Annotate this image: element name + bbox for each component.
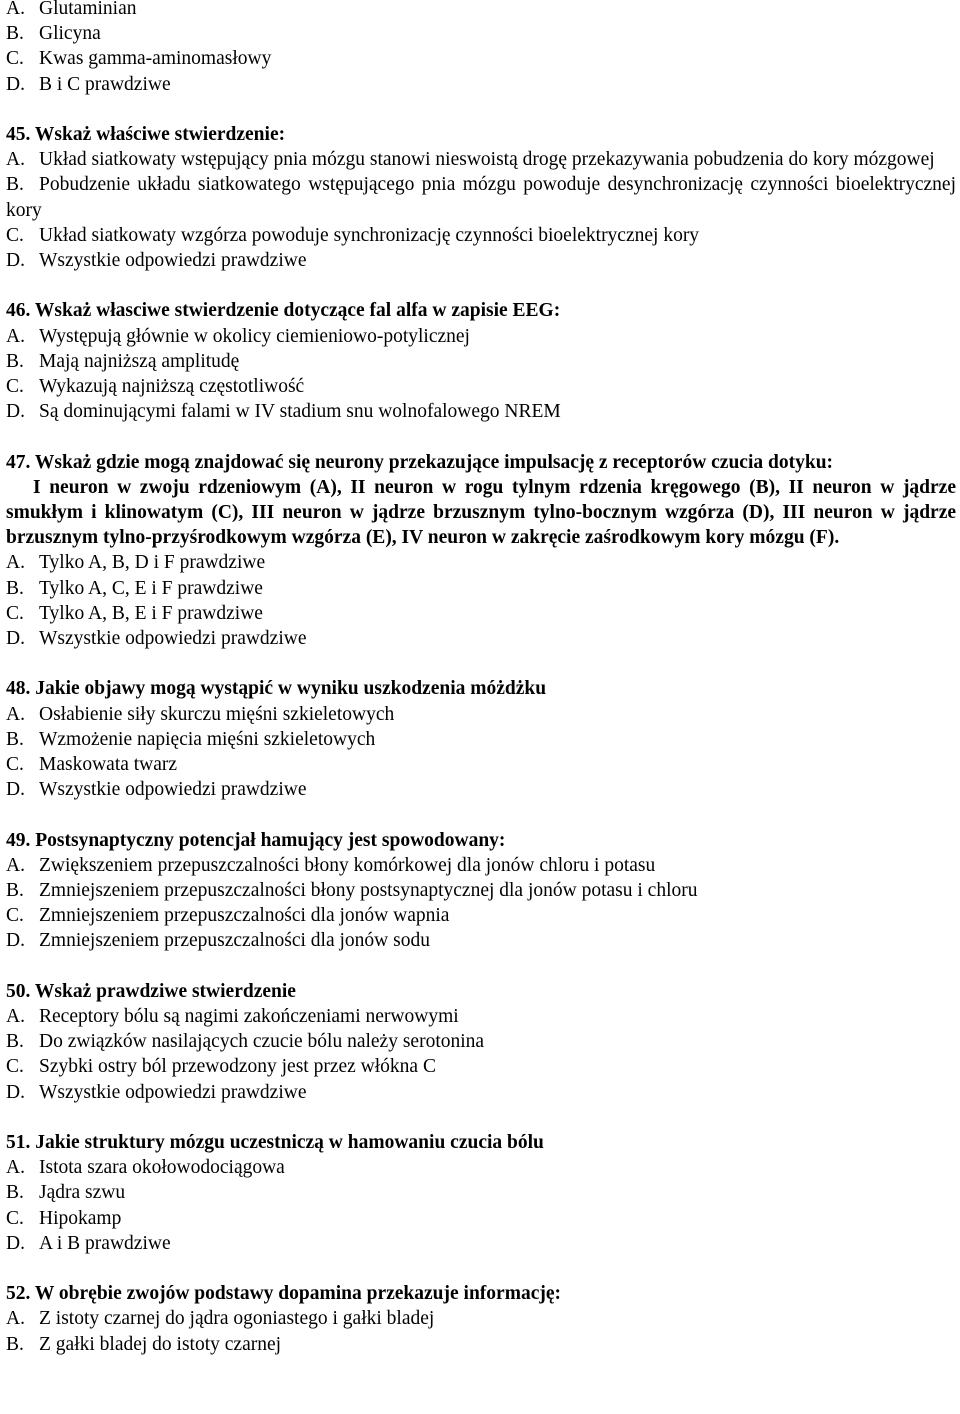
option-d: D. A i B prawdziwe	[6, 1232, 171, 1254]
question-48	[6, 676, 956, 802]
question-title: 48. Jakie objawy mogą wystąpić w wyniku uszkodzenia móżdżku	[6, 678, 547, 700]
option-b: B. Tylko A, C, E i F prawdziwe	[6, 577, 263, 599]
option-d: D. Wszystkie odpowiedzi prawdziwe	[6, 1081, 307, 1103]
option-c: C. Kwas gamma-aminomasłowy	[6, 48, 272, 70]
exam-document	[6, 0, 956, 1382]
question-47	[6, 450, 956, 652]
option-d: D. Zmniejszeniem przepuszczalności dla jonów sodu	[6, 930, 430, 952]
option-a: A. Występują głównie w okolicy ciemieniowo-potylicznej	[6, 325, 470, 347]
question-title: 47. Wskaż gdzie mogą znajdować się neurony przekazujące impulsację z receptorów czucia dotyku:	[6, 451, 834, 473]
option-c: C. Układ siatkowaty wzgórza powoduje synchronizację czynności bioelektrycznej kory	[6, 224, 700, 246]
question-51	[6, 1130, 956, 1256]
option-b: B. Pobudzenie układu siatkowatego wstępującego pnia mózgu powoduje desynchronizację czynności bioelektrycznej kory	[6, 174, 956, 221]
option-d: D. Wszystkie odpowiedzi prawdziwe	[6, 250, 307, 272]
question-title: 51. Jakie struktury mózgu uczestniczą w hamowaniu czucia bólu	[6, 1132, 544, 1154]
option-a: A. Zwiększeniem przepuszczalności błony komórkowej dla jonów chloru i potasu	[6, 854, 656, 876]
option-d: D. Wszystkie odpowiedzi prawdziwe	[6, 779, 307, 801]
question-45	[6, 122, 956, 273]
option-a: A. Receptory bólu są nagimi zakończeniami nerwowymi	[6, 1006, 459, 1028]
question-49	[6, 828, 956, 954]
option-a: A. Glutaminian	[6, 0, 137, 19]
question-46	[6, 298, 956, 424]
option-c: C. Tylko A, B, E i F prawdziwe	[6, 602, 263, 624]
option-a: A. Układ siatkowaty wstępujący pnia mózgu stanowi nieswoistą drogę przekazywania pobudzenia do kory mózgowej	[6, 149, 935, 171]
option-c: C. Szybki ostry ból przewodzony jest przez włókna C	[6, 1056, 436, 1078]
option-c: C. Wykazują najniższą częstotliwość	[6, 376, 305, 398]
option-b: B. Jądra szwu	[6, 1182, 126, 1204]
question-stem: I neuron w zwoju rdzeniowym (A), II neuron w rogu tylnym rdzenia kręgowego (B), II neuron w jądrze smukłym i klinowatym (C), III neuron w jądrze brzusznym tylno-bocznym wzgórza (D), III neuron w jądrze brzusznym tylno-przyśrodkowym wzgórza (E), IV neuron w zakręcie zaśrodkowym kory mózgu (F).	[6, 476, 956, 549]
question-title: 49. Postsynaptyczny potencjał hamujący jest spowodowany:	[6, 829, 506, 851]
option-c: C. Hipokamp	[6, 1207, 122, 1229]
question-52	[6, 1281, 956, 1357]
option-a: A. Tylko A, B, D i F prawdziwe	[6, 552, 266, 574]
option-d: D. Wszystkie odpowiedzi prawdziwe	[6, 628, 307, 650]
option-c: C. Zmniejszeniem przepuszczalności dla jonów wapnia	[6, 905, 450, 927]
question-50	[6, 979, 956, 1105]
option-d: D. B i C prawdziwe	[6, 73, 171, 95]
option-b: B. Glicyna	[6, 23, 101, 45]
option-d: D. Są dominującymi falami w IV stadium snu wolnofalowego NREM	[6, 401, 561, 423]
question-title: 46. Wskaż własciwe stwierdzenie dotyczące fal alfa w zapisie EEG:	[6, 300, 561, 322]
option-b: B. Zmniejszeniem przepuszczalności błony postsynaptycznej dla jonów potasu i chloru	[6, 880, 698, 902]
question-44	[6, 0, 956, 97]
option-b: B. Mają najniższą amplitudę	[6, 350, 240, 372]
option-a: A. Osłabienie siły skurczu mięśni szkieletowych	[6, 703, 395, 725]
option-c: C. Maskowata twarz	[6, 754, 178, 776]
option-b: B. Do związków nasilających czucie bólu należy serotonina	[6, 1031, 485, 1053]
option-b: B. Wzmożenie napięcia mięśni szkieletowych	[6, 728, 376, 750]
question-title: 50. Wskaż prawdziwe stwierdzenie	[6, 980, 296, 1002]
question-title: 52. W obrębie zwojów podstawy dopamina przekazuje informację:	[6, 1283, 561, 1305]
option-a: A. Istota szara okołowodociągowa	[6, 1157, 285, 1179]
option-a: A. Z istoty czarnej do jądra ogoniastego i gałki bladej	[6, 1308, 435, 1330]
option-b: B. Z gałki bladej do istoty czarnej	[6, 1333, 282, 1355]
question-title: 45. Wskaż właściwe stwierdzenie:	[6, 124, 286, 145]
